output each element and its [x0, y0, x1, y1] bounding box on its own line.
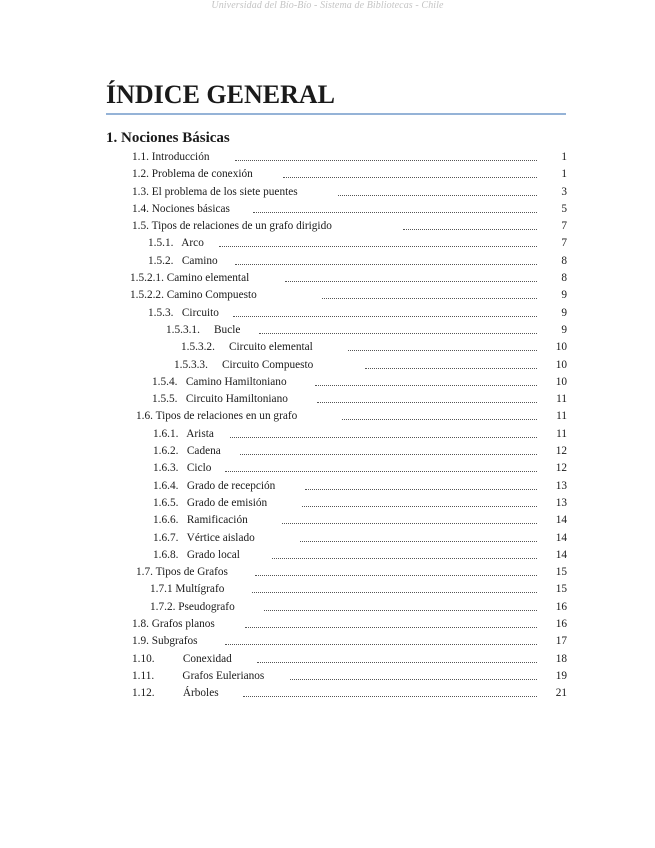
toc-entry-page: 8: [561, 254, 567, 267]
toc-dot-leader: [235, 264, 537, 265]
toc-entry-label: 1.6.7. Vértice aislado: [153, 530, 258, 547]
toc-dot-leader: [285, 281, 537, 282]
toc-entry-label: 1.6.5. Grado de emisión: [153, 495, 270, 512]
toc-dot-leader: [272, 558, 537, 559]
toc-entry-page: 13: [555, 479, 567, 492]
toc-dot-leader: [290, 679, 537, 680]
toc-entry[interactable]: [0, 581, 655, 598]
toc-entry-page: 1: [561, 151, 567, 163]
toc-entry-page: 5: [561, 202, 567, 215]
toc-entry-page: 14: [555, 531, 567, 544]
toc-dot-leader: [348, 350, 537, 351]
toc-entry-label: 1.4. Nociones básicas: [132, 201, 233, 218]
toc-entry[interactable]: [0, 530, 655, 547]
toc-entry-label: 1.11. Grafos Eulerianos: [132, 668, 267, 685]
toc-dot-leader: [282, 523, 537, 524]
section-heading: 1. Nociones Básicas: [106, 130, 230, 146]
toc-entry-label: 1.5.2. Camino: [148, 253, 221, 270]
toc-entry-label: 1.6.2. Cadena: [153, 443, 224, 460]
toc-entry-label: 1.5.1. Arco: [148, 235, 207, 252]
toc-entry-label: 1.6.6. Ramificación: [153, 512, 251, 529]
toc-dot-leader: [225, 644, 537, 645]
toc-entry[interactable]: [0, 443, 655, 460]
toc-entry-page: 16: [555, 600, 567, 613]
toc-entry[interactable]: [0, 339, 655, 356]
toc-dot-leader: [243, 696, 537, 697]
page-title: ÍNDICE GENERAL: [106, 80, 335, 109]
toc-entry[interactable]: [0, 374, 655, 391]
toc-entry-label: 1.5.3.3. Circuito Compuesto: [174, 357, 316, 374]
toc-entry-page: 11: [556, 427, 567, 440]
toc-dot-leader: [300, 541, 537, 542]
toc-entry[interactable]: [0, 391, 655, 408]
toc-dot-leader: [252, 592, 537, 593]
toc-dot-leader: [259, 333, 537, 334]
toc-dot-leader: [283, 177, 537, 178]
toc-entry[interactable]: [0, 616, 655, 633]
toc-dot-leader: [245, 627, 537, 628]
toc-entry-page: 14: [555, 548, 567, 561]
toc-entry-label: 1.6.4. Grado de recepción: [153, 478, 278, 495]
toc-entry-label: 1.7. Tipos de Grafos: [136, 564, 231, 581]
toc-entry[interactable]: [0, 512, 655, 529]
toc-dot-leader: [322, 298, 537, 299]
toc-entry-label: 1.5.5. Circuito Hamiltoniano: [152, 391, 291, 408]
toc-entry-page: 9: [561, 323, 567, 336]
toc-dot-leader: [257, 662, 537, 663]
toc-entry-page: 1: [561, 168, 567, 181]
toc-entry[interactable]: [0, 305, 655, 322]
toc-dot-leader: [264, 610, 537, 611]
toc-entry-label: 1.6.1. Arista: [153, 426, 217, 443]
toc-entry-page: 16: [555, 618, 567, 631]
toc-entry-page: 15: [555, 583, 567, 596]
toc-entry-page: 14: [555, 514, 567, 527]
toc-entry[interactable]: [0, 651, 655, 668]
toc-dot-leader: [305, 489, 537, 490]
toc-entry[interactable]: [0, 235, 655, 252]
toc-dot-leader: [302, 506, 537, 507]
toc-dot-leader: [233, 316, 537, 317]
toc-entry[interactable]: [0, 633, 655, 650]
toc-entry[interactable]: [0, 270, 655, 287]
toc-entry[interactable]: [0, 149, 655, 166]
toc-entry-label: 1.5.3.2. Circuito elemental: [181, 339, 316, 356]
toc-entry[interactable]: [0, 166, 655, 183]
toc-entry-page: 13: [555, 496, 567, 509]
toc-entry-page: 11: [556, 393, 567, 406]
toc-entry[interactable]: [0, 668, 655, 685]
watermark-text: Universidad del Bío-Bío - Sistema de Bibliotecas - Chile: [211, 0, 444, 11]
toc-entry-page: 10: [555, 375, 567, 388]
toc-dot-leader: [342, 419, 537, 420]
toc-entry-label: 1.5.4. Camino Hamiltoniano: [152, 374, 290, 391]
toc-entry[interactable]: [0, 685, 655, 702]
toc-entry[interactable]: [0, 460, 655, 477]
toc-entry[interactable]: [0, 547, 655, 564]
toc-entry-label: 1.7.2. Pseudografo: [150, 599, 238, 616]
toc-entry-page: 11: [556, 410, 567, 423]
toc-entry-label: 1.1. Introducción: [132, 149, 213, 166]
toc-entry[interactable]: [0, 201, 655, 218]
toc-entry-label: 1.9. Subgrafos: [132, 633, 201, 650]
toc-list: [0, 149, 655, 703]
toc-entry-page: 10: [555, 341, 567, 354]
toc-entry-label: 1.10. Conexidad: [132, 651, 235, 668]
toc-dot-leader: [240, 454, 537, 455]
toc-entry[interactable]: [0, 564, 655, 581]
toc-entry-page: 9: [561, 306, 567, 319]
toc-entry-page: 3: [561, 185, 567, 198]
toc-entry[interactable]: [0, 184, 655, 201]
toc-entry-label: 1.8. Grafos planos: [132, 616, 218, 633]
toc-entry[interactable]: [0, 478, 655, 495]
toc-entry[interactable]: [0, 357, 655, 374]
toc-entry[interactable]: [0, 599, 655, 616]
toc-entry-page: 19: [555, 669, 567, 682]
toc-dot-leader: [365, 368, 537, 369]
toc-dot-leader: [255, 575, 537, 576]
toc-dot-leader: [338, 195, 537, 196]
toc-entry-page: 9: [561, 289, 567, 302]
toc-entry-page: 18: [555, 652, 567, 665]
toc-entry-label: 1.5.2.2. Camino Compuesto: [130, 287, 260, 304]
toc-dot-leader: [317, 402, 537, 403]
toc-entry-page: 7: [561, 237, 567, 250]
toc-entry[interactable]: [0, 426, 655, 443]
toc-entry-label: 1.12. Árboles: [132, 685, 222, 702]
toc-entry[interactable]: [0, 287, 655, 304]
toc-entry[interactable]: [0, 408, 655, 425]
toc-entry-label: 1.5. Tipos de relaciones de un grafo dirigido: [132, 218, 335, 235]
toc-entry-label: 1.7.1 Multígrafo: [150, 581, 227, 598]
toc-entry-label: 1.3. El problema de los siete puentes: [132, 184, 301, 201]
toc-entry-page: 7: [561, 220, 567, 233]
toc-dot-leader: [253, 212, 537, 213]
toc-entry[interactable]: [0, 495, 655, 512]
toc-dot-leader: [219, 246, 537, 247]
title-underline: [106, 113, 566, 115]
toc-entry-page: 12: [555, 462, 567, 475]
toc-dot-leader: [235, 160, 537, 161]
toc-entry-page: 8: [561, 272, 567, 285]
toc-entry-label: 1.6. Tipos de relaciones en un grafo: [136, 408, 300, 425]
toc-entry[interactable]: [0, 253, 655, 270]
toc-entry[interactable]: [0, 218, 655, 235]
toc-entry-label: 1.5.3. Circuito: [148, 305, 222, 322]
toc-entry-label: 1.6.8. Grado local: [153, 547, 243, 564]
toc-entry-label: 1.2. Problema de conexión: [132, 166, 256, 183]
toc-entry-page: 21: [555, 687, 567, 700]
toc-dot-leader: [315, 385, 537, 386]
toc-dot-leader: [403, 229, 537, 230]
toc-entry-label: 1.5.2.1. Camino elemental: [130, 270, 252, 287]
toc-entry-page: 17: [555, 635, 567, 648]
toc-entry-page: 12: [555, 445, 567, 458]
toc-entry-page: 10: [555, 358, 567, 371]
toc-dot-leader: [230, 437, 537, 438]
toc-entry-label: 1.6.3. Ciclo: [153, 460, 214, 477]
toc-entry[interactable]: [0, 322, 655, 339]
toc-entry-page: 15: [555, 566, 567, 579]
toc-entry-label: 1.5.3.1. Bucle: [166, 322, 243, 339]
toc-dot-leader: [225, 471, 537, 472]
